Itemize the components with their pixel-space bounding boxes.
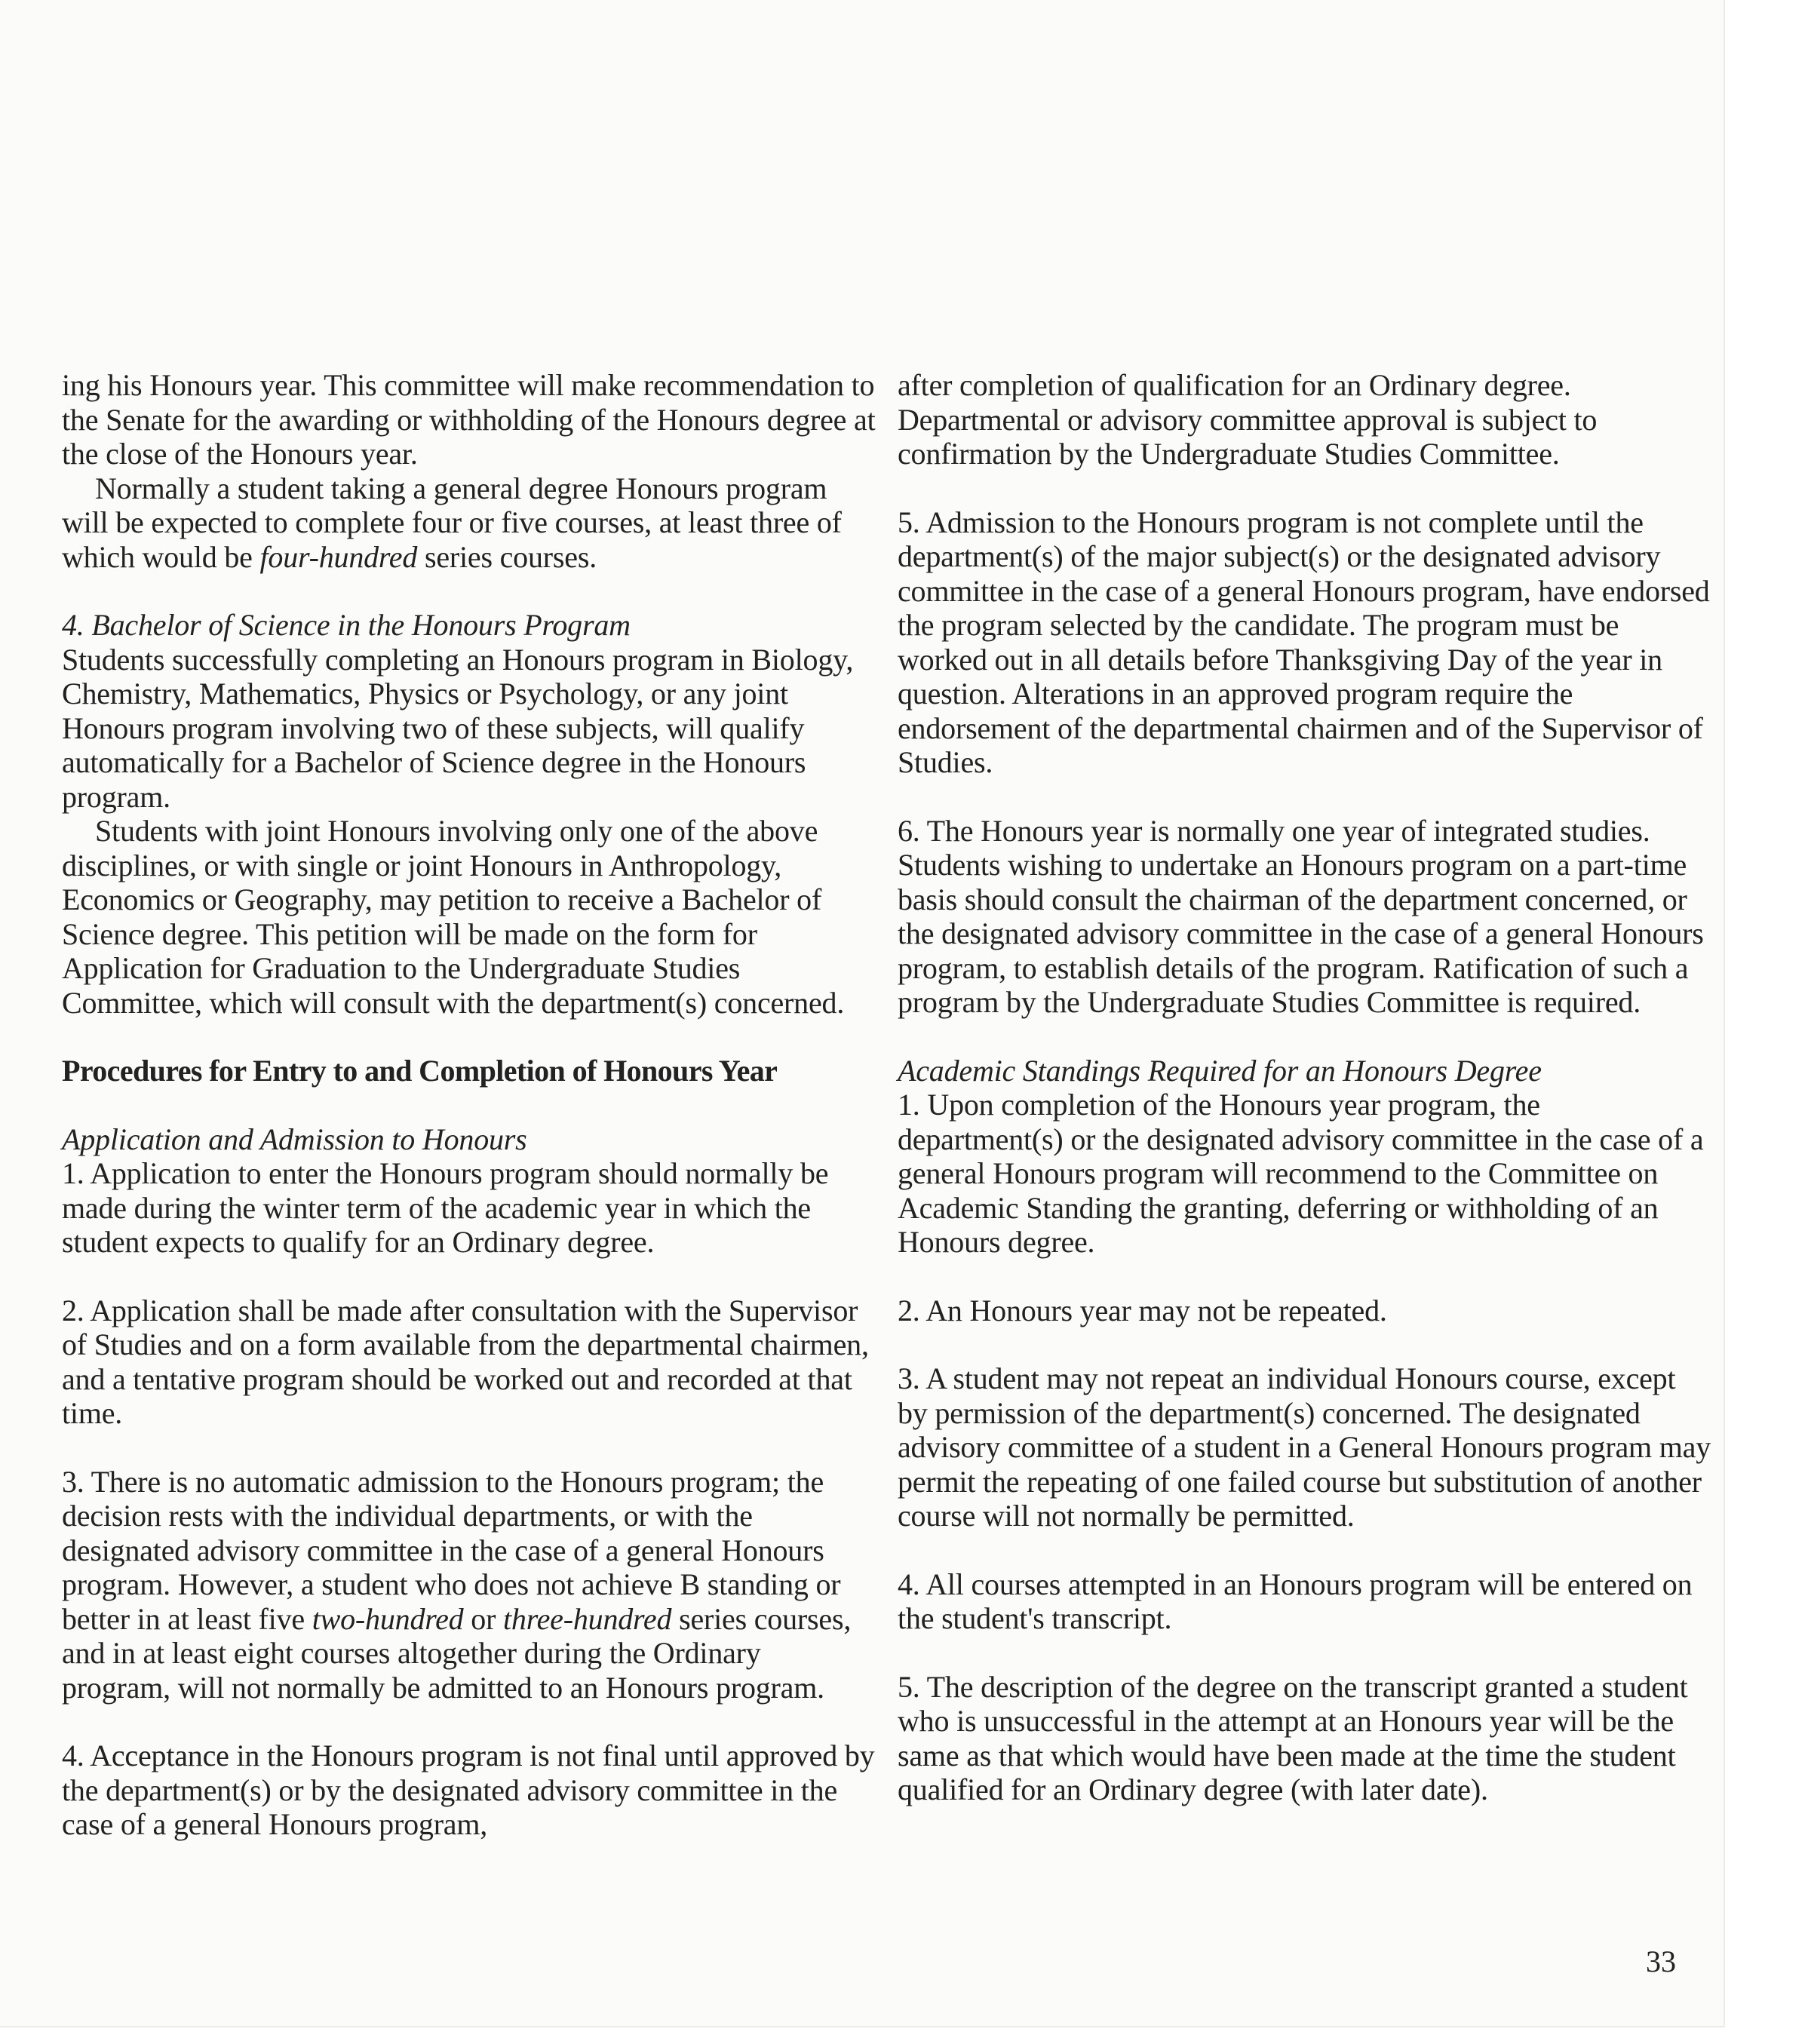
text-span: 3. There is no automatic admission to the Honours program; the decision rests with the individual departments, or with the designated advisory committee in the case of a general Honours program. However, a student who does not achieve B standing or better in at least five — [62, 1464, 841, 1636]
list-item-standing-2: 2. An Honours year may not be repeated. — [898, 1293, 1387, 1327]
list-item-application-4: 4. Acceptance in the Honours program is not final until approved by the department(s) or by the designated advisory committee in the case of a general Honours program, — [62, 1739, 875, 1841]
text-span: Normally a student taking a general degree Honours program will be expected to complete four or five courses, at least three of which would be — [62, 471, 842, 574]
heading-academic-standings: Academic Standings Required for an Honours Degree — [898, 1053, 1542, 1088]
text-span: series courses, and in at least eight courses altogether during the Ordinary program, will not normally be admitted to an Honours program. — [62, 1601, 852, 1705]
paragraph-continuation: after completion of qualification for an Ordinary degree. Departmental or advisory committee approval is subject to confirmation by the Undergraduate Studies Committee. — [898, 368, 1598, 471]
text-span: or — [463, 1601, 504, 1636]
list-item-application-3 — [62, 1465, 876, 1705]
emphasis-text: four-hundred — [259, 539, 418, 574]
paragraph-general-degree-courses — [62, 471, 876, 575]
list-item-application-6: 6. The Honours year is normally one year of integrated studies. Students wishing to undertake an Honours program on a part-time basis should consult the chairman of the department concerned, or the designated advisory committee in the case of a general Honours program, to establish details of the program. Ratification of such a program by the Undergraduate Studies Committee is required. — [898, 813, 1704, 1019]
list-item-standing-4: 4. All courses attempted in an Honours program will be entered on the student's transcript. — [898, 1567, 1693, 1635]
list-item-application-1: 1. Application to enter the Honours program should normally be made during the winter term of the academic year in which the student expects to qualify for an Ordinary degree. — [62, 1156, 829, 1259]
list-item-application-2: 2. Application shall be made after consultation with the Supervisor of Studies and on a form available from the departmental chairmen, and a tentative program should be worked out and recorded at that time. — [62, 1293, 869, 1430]
section-heading-procedures: Procedures for Entry to and Completion of Honours Year — [62, 1054, 778, 1088]
text-span: series courses. — [417, 539, 597, 574]
emphasis-text: three-hundred — [503, 1601, 672, 1636]
heading-bachelor-of-science: 4. Bachelor of Science in the Honours Program — [62, 608, 631, 642]
paragraph-bsc-petition: Students with joint Honours involving only one of the above disciplines, or with single or joint Honours in Anthropology, Economics or Geography, may petition to receive a Bachelor of Science degree. This petition will be made on the form for Application for Graduation to the Undergraduate Studies Committee, which will consult with the department(s) concerned. — [62, 814, 845, 1020]
left-column — [62, 368, 876, 1842]
page-number: 33 — [1646, 1944, 1676, 1978]
paragraph-bsc-automatic: Students successfully completing an Honours program in Biology, Chemistry, Mathematics, Physics or Psychology, or any joint Honours program involving two of these subjects, will qualify automatically for a Bachelor of Science degree in the Honours program. — [62, 642, 854, 814]
emphasis-text: two-hundred — [312, 1601, 464, 1636]
list-item-standing-5: 5. The description of the degree on the transcript granted a student who is unsuccessful in the attempt at an Honours year will be the same as that which would have been made at the time the student qualified for an Ordinary degree (with later date). — [898, 1669, 1688, 1806]
list-item-standing-1: 1. Upon completion of the Honours year program, the department(s) or the designated advisory committee in the case of a general Honours program will recommend to the Committee on Academic Standing the granting, deferring or withholding of an Honours degree. — [898, 1088, 1704, 1259]
list-item-application-5: 5. Admission to the Honours program is not complete until the department(s) of the major subject(s) or the designated advisory committee in the case of a general Honours program, have endorsed the program selected by the candidate. The program must be worked out in all details before Thanksgiving Day of the year in question. Alterations in an approved program require the endorsement of the departmental chairmen and of the Supervisor of Studies. — [898, 505, 1710, 779]
list-item-standing-3: 3. A student may not repeat an individual Honours course, except by permission of the department(s) concerned. The designated advisory committee of a student in a General Honours program may permit the repeating of one failed course but substitution of another course will not normally be permitted. — [898, 1361, 1711, 1533]
heading-application-admission: Application and Admission to Honours — [62, 1122, 527, 1156]
paragraph-honours-committee: ing his Honours year. This committee will make recommendation to the Senate for the awarding or withholding of the Honours degree at the close of the Honours year. — [62, 368, 876, 471]
right-column — [898, 368, 1712, 1807]
